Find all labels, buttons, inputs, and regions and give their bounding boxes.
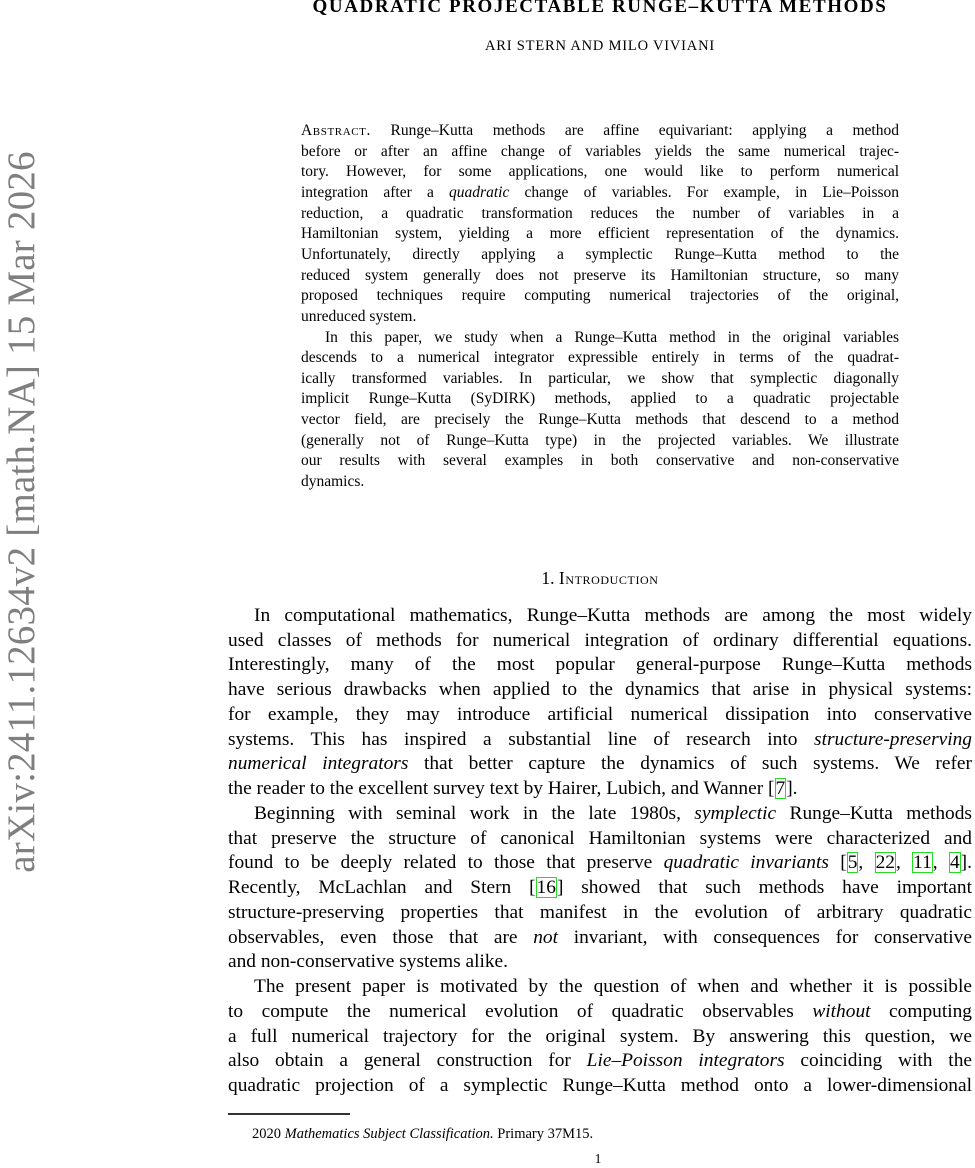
text-line xyxy=(301,244,899,265)
text-run: invariant, with consequences for conservative xyxy=(558,926,972,948)
text-line xyxy=(301,141,899,162)
text-line xyxy=(301,265,899,286)
text-line xyxy=(228,628,972,653)
text-line xyxy=(301,430,899,451)
text-run: systems. This has inspired a substantial line of research into xyxy=(228,728,815,750)
paper-title: QUADRATIC PROJECTABLE RUNGE–KUTTA METHODS xyxy=(312,0,888,17)
text-line xyxy=(228,751,972,776)
text-line xyxy=(301,120,899,141)
footnote xyxy=(252,1124,593,1144)
text-run: computing xyxy=(870,1000,972,1022)
text-run: proposed techniques require computing numerical trajectories of the original, xyxy=(301,287,899,305)
citation-link[interactable]: 22 xyxy=(875,852,895,874)
text-run: dynamics. xyxy=(301,473,365,491)
text-line xyxy=(301,327,899,348)
text-run: descends to a numerical integrator expressible entirely in terms of the quadrat- xyxy=(301,349,899,367)
text-line xyxy=(228,801,972,826)
text-run: coinciding with the xyxy=(784,1050,972,1072)
text-line xyxy=(228,925,972,950)
text-line: Recently, McLachlan and Stern [16] showed that such methods have important xyxy=(228,877,972,899)
text-line xyxy=(228,900,972,925)
text-line xyxy=(228,652,972,677)
text-run: unreduced system. xyxy=(301,307,417,325)
text-run: Unfortunately, directly applying a symplectic Runge–Kutta method to the xyxy=(301,245,899,263)
text-run: tory. However, for some applications, one would like to perform numerical xyxy=(301,163,899,181)
emphasis: quadratic invariants xyxy=(663,852,829,874)
text-line xyxy=(228,603,972,628)
emphasis: symplectic xyxy=(694,802,777,824)
text-run: Beginning with seminal work in the late 1980s, xyxy=(254,802,695,824)
text-line xyxy=(301,388,899,409)
text-line xyxy=(301,203,899,224)
text-line: the reader to the excellent survey text by Hairer, Lubich, and Wanner [7]. xyxy=(228,778,798,800)
text-run: have serious drawbacks when applied to the dynamics that arise in physical systems: xyxy=(228,679,972,701)
text-line xyxy=(228,999,972,1024)
section-title: Introduction xyxy=(558,568,659,588)
text-run: the reader to the excellent survey text by Hairer, Lubich, and Wanner xyxy=(228,778,769,800)
text-run: for example, they may introduce artificial numerical dissipation into conservative xyxy=(228,703,972,725)
text-run: Runge–Kutta methods xyxy=(776,802,972,824)
citation-link[interactable]: 4 xyxy=(949,852,960,874)
citation-link[interactable]: 5 xyxy=(847,852,858,874)
text-run: integration after a xyxy=(301,183,450,201)
text-run: (generally not of Runge–Kutta type) in the projected variables. We illustrate xyxy=(301,431,899,449)
text-line xyxy=(301,368,899,389)
text-line: found to be deeply related to those that preserve quadratic invariants [5, 22, 11, 4]. xyxy=(228,852,972,874)
text-line xyxy=(301,347,899,368)
emphasis: quadratic xyxy=(449,183,510,201)
text-run: . xyxy=(967,852,972,874)
text-line xyxy=(228,727,972,752)
text-line xyxy=(228,1024,972,1049)
text-run: our results with several examples in both conservative and non-conservative xyxy=(301,452,899,470)
text-run: observables, even those that are xyxy=(228,926,534,948)
abstract-label: Abstract. xyxy=(301,122,371,139)
text-line xyxy=(228,974,972,999)
citation-link[interactable]: 16 xyxy=(536,877,556,899)
text-line xyxy=(301,182,899,203)
text-run: and non-conservative systems alike. xyxy=(228,951,509,973)
footnote-year: 2020 xyxy=(252,1126,281,1142)
emphasis: numerical integrators xyxy=(228,753,409,775)
text-line xyxy=(228,677,972,702)
text-line xyxy=(301,161,899,182)
text-line xyxy=(301,223,899,244)
text-run: Recently, McLachlan and Stern xyxy=(228,877,530,899)
text-run: . xyxy=(792,778,798,800)
text-line xyxy=(228,949,972,974)
text-run: Runge–Kutta methods are affine equivariant: applying a method xyxy=(370,122,899,139)
footnote-rule xyxy=(228,1113,350,1115)
text-run: The present paper is motivated by the question of when and whether it is possible xyxy=(254,976,972,998)
text-line xyxy=(228,1048,972,1073)
text-run: that better capture the dynamics of such systems. We refer xyxy=(408,753,972,775)
authors: ARI STERN AND MILO VIVIANI xyxy=(485,38,715,54)
text-run: implicit Runge–Kutta (SyDIRK) methods, applied to a quadratic projectable xyxy=(301,390,899,408)
text-run: change of variables. For example, in Lie–Poisson xyxy=(509,183,900,201)
text-run: structure-preserving properties that manifest in the evolution of arbitrary quadratic xyxy=(228,901,972,923)
text-line xyxy=(301,409,899,430)
text-run: In computational mathematics, Runge–Kutta methods are among the most widely xyxy=(254,605,972,626)
text-run: before or after an affine change of variables yields the same numerical trajec- xyxy=(301,142,899,160)
text-run: Hamiltonian system, yielding a more efficient representation of the dynamics. xyxy=(301,225,899,243)
text-run: to compute the numerical evolution of quadratic observables xyxy=(228,1000,813,1022)
text-run: vector field, are precisely the Runge–Kutta methods that descend to a method xyxy=(301,411,899,429)
emphasis: not xyxy=(533,926,558,948)
text-line xyxy=(228,702,972,727)
citation-link[interactable]: 11 xyxy=(913,852,932,874)
footnote-text: Primary 37M15. xyxy=(497,1126,594,1142)
section-number: 1. xyxy=(541,568,555,588)
text-run: a full numerical trajectory for the original system. By answering this question, we xyxy=(228,1025,972,1047)
text-run: that preserve the structure of canonical Hamiltonian systems were characterized and xyxy=(228,827,972,849)
footnote-label: Mathematics Subject Classification. xyxy=(284,1126,494,1142)
text-run: also obtain a general construction for xyxy=(228,1050,587,1072)
text-run xyxy=(829,852,840,873)
text-line xyxy=(301,306,899,327)
citation-link[interactable]: 7 xyxy=(775,778,786,800)
text-line xyxy=(228,1073,972,1098)
text-run: reduced system generally does not preserve its Hamiltonian structure, so many xyxy=(301,266,899,284)
text-run: found to be deeply related to those that preserve xyxy=(228,852,664,874)
text-run: In this paper, we study when a Runge–Kutta method in the original variables xyxy=(325,328,899,346)
text-run: ically transformed variables. In particular, we show that symplectic diagonally xyxy=(301,369,899,387)
text-run: quadratic projection of a symplectic Runge–Kutta method onto a lower-dimensional xyxy=(228,1075,972,1097)
emphasis: Lie–Poisson integrators xyxy=(586,1050,785,1072)
page-number: 1 xyxy=(594,1151,602,1166)
text-line xyxy=(301,285,899,306)
text-run: Interestingly, many of the most popular general-purpose Runge–Kutta methods xyxy=(228,654,972,676)
text-line xyxy=(301,450,899,471)
text-run: showed that such methods have important xyxy=(563,877,972,899)
emphasis: without xyxy=(812,1000,871,1022)
section-heading xyxy=(228,566,972,590)
text-line xyxy=(301,471,899,492)
text-run: used classes of methods for numerical integration of ordinary differential equations. xyxy=(228,629,972,651)
emphasis: structure-preserving xyxy=(814,728,972,750)
text-run: reduction, a quadratic transformation reduces the number of variables in a xyxy=(301,204,899,222)
text-line xyxy=(228,826,972,851)
arxiv-stamp: arXiv:2411.12634v2 [math.NA] 15 Mar 2026 xyxy=(0,151,43,873)
